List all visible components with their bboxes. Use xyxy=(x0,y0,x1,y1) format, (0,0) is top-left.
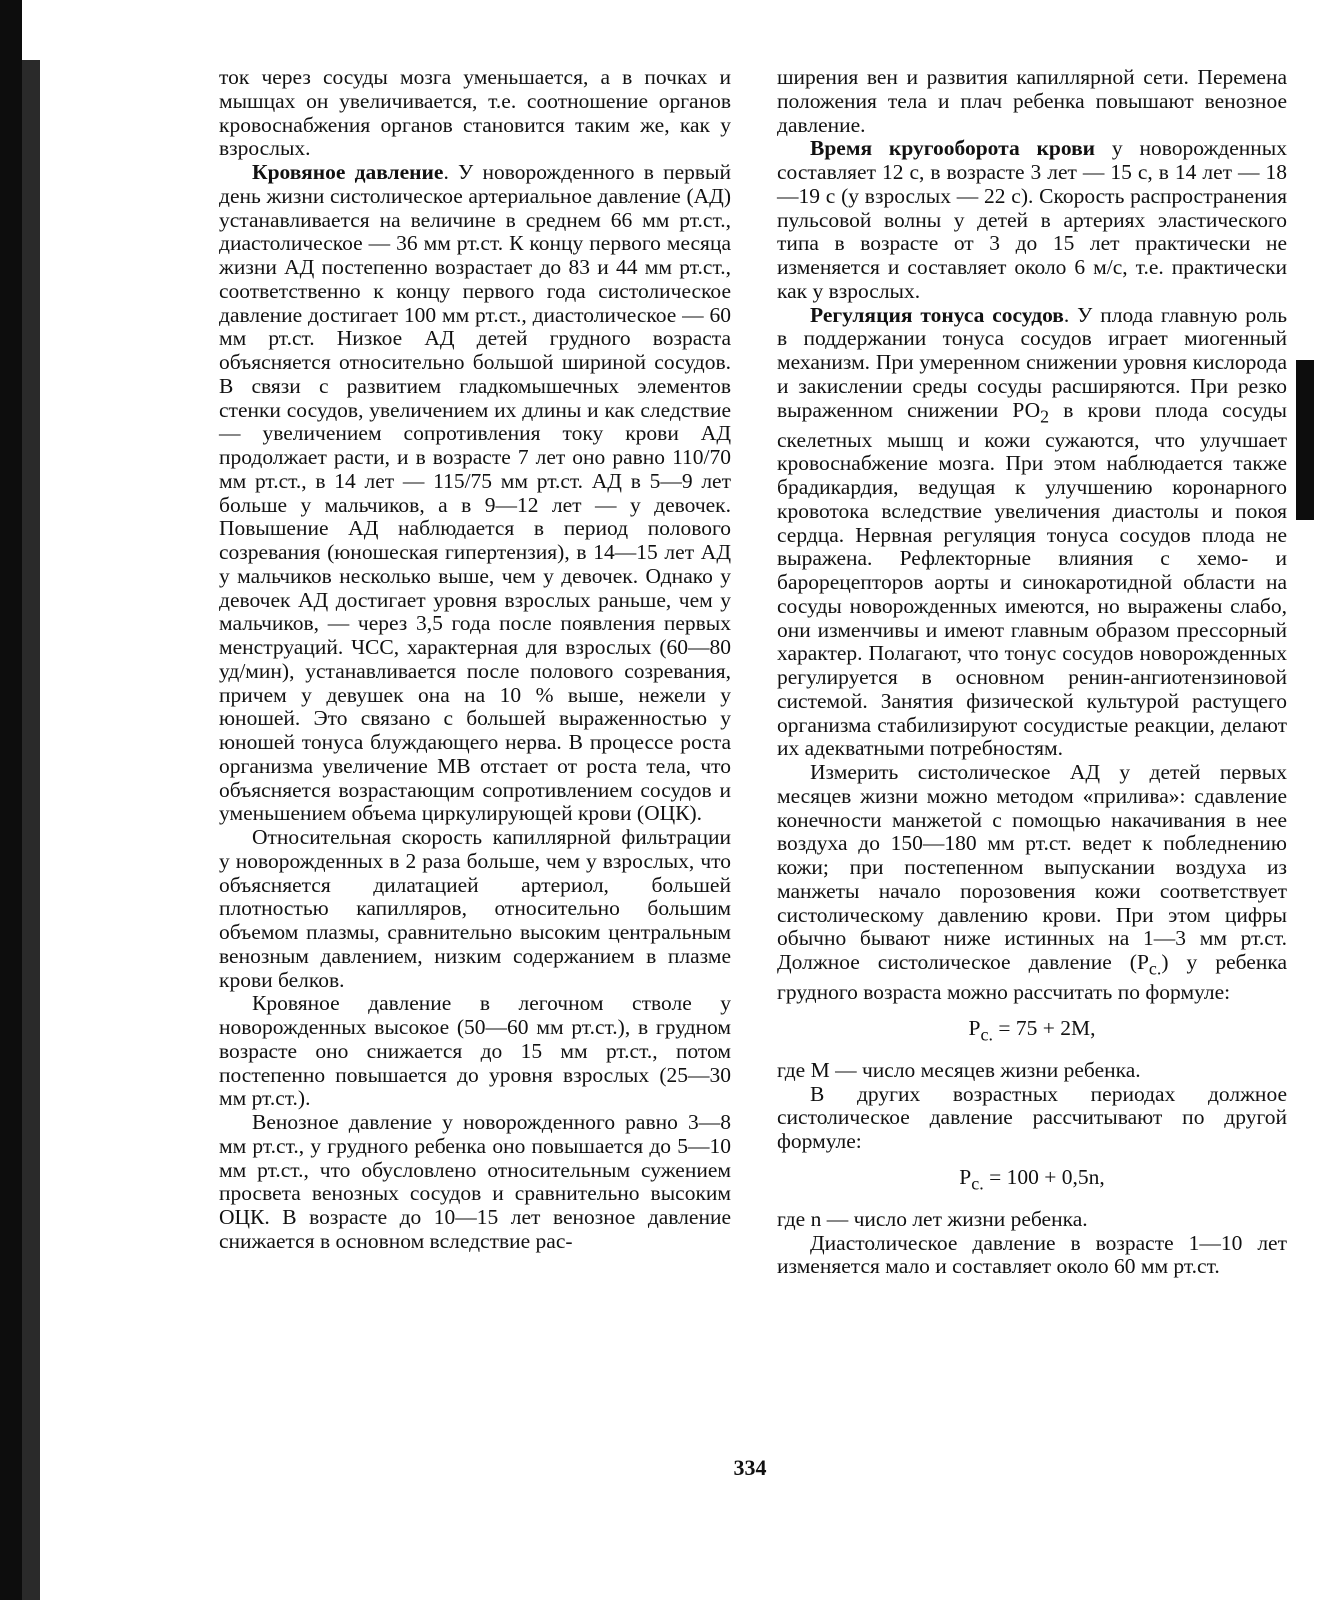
left-paragraph-2-body: . У новорожденного в первый день жизни систолическое артериальное давление (АД) устанавливается на величине в среднем 66 мм рт.ст., диастолическое — 36 мм рт.ст. К концу первого месяца жизни АД постепенно возрастает до 83 и 44 мм рт.ст., соответственно к концу первого года систолическое давление достигает 100 мм рт.ст., диастолическое — 60 мм рт.ст. Низкое АД детей грудного возраста объясняется относительно большой шириной сосудов. В связи с развитием гладкомышечных элементов стенки сосудов, увеличением их длины и как следствие — увеличением сопротивления току крови АД продолжает расти, и в возрасте 7 лет оно равно 110/70 мм рт.ст., в 14 лет — 115/75 мм рт.ст. АД в 5—9 лет больше у мальчиков, а в 9—12 лет — у девочек. Повышение АД наблюдается в период полового созревания (юношеская гипертензия), в 14—15 лет АД у мальчиков несколько выше, чем у девочек. Однако у девочек АД достигает уровня взрослых раньше, чем у мальчиков, — через 3,5 года после появления первых менструаций. ЧСС, характерная для взрослых (60—80 уд/мин), устанавливается после полового созревания, причем у девушек она на 10 % выше, нежели у юношей. Это связано с большей выраженностью у юношей тонуса блуждающего нерва. В процессе роста организма увеличение МВ отстает от роста тела, что объясняется возрастающим сопротивлением сосудов и уменьшением объема циркулирующей крови (ОЦК). xyxy=(219,160,731,826)
scan-edge-left-inner xyxy=(22,60,40,1600)
right-paragraph-vascular-tone xyxy=(777,304,1287,762)
formula-1-symbol: Р xyxy=(968,1015,981,1040)
heading-blood-pressure: Кровяное давление xyxy=(252,160,444,184)
right-paragraph-4-a: Измерить систолическое АД у детей первых месяцев жизни можно методом «прилива»: сдавление конечности манжетой с помощью накачивания в нее воздуха до 150—180 мм рт.ст. ведет к побледнению кожи; при постепенном выпускании воздуха из манжеты начало порозовения кожи соответствует систолическому давлению крови. При этом цифры обычно бывают ниже истинных на 1—3 мм рт.ст. Должное систолическое давление (Р xyxy=(777,760,1287,975)
right-paragraph-6: В других возрастных периодах должное систолическое давление рассчитывают по другой формуле: xyxy=(777,1081,1287,1154)
right-paragraph-1: ширения вен и развития капиллярной сети. Перемена положения тела и плач ребенка повышают венозное давление. xyxy=(777,65,1287,137)
scan-edge-left xyxy=(0,0,22,1600)
pc-subscript: с. xyxy=(1148,958,1162,979)
right-paragraph-4-b: ) у ребенка грудного возраста можно рассчитать по формуле: xyxy=(777,950,1287,1005)
formula-2-subscript: с. xyxy=(971,1173,984,1194)
page-number: 334 xyxy=(733,1455,767,1480)
left-paragraph-1: ток через сосуды мозга уменьшается, а в почках и мышцах он увеличивается, т.е. соотношение органов кровоснабжения органов становится таким же, как у взрослых. xyxy=(219,65,731,161)
right-column xyxy=(777,66,1287,1279)
scan-mark-right xyxy=(1296,360,1314,520)
po2-subscript: 2 xyxy=(1040,405,1050,426)
right-paragraph-4 xyxy=(777,761,1287,1005)
right-paragraph-2-body: у новорожденных составляет 12 с, в возрасте 3 лет — 15 с, в 14 лет — 18—19 с (у взрослых — 22 с). Скорость распространения пульсовой волны у детей в артериях эластического типа в возрасте от 3 до 15 лет практически не изменяется и составляет около 6 м/с, т.е. практически как у взрослых. xyxy=(777,136,1287,303)
left-column xyxy=(219,66,731,1254)
formula-2-expression: = 100 + 0,5n, xyxy=(983,1164,1105,1189)
formula-1-subscript: с. xyxy=(980,1024,993,1045)
formula-2-symbol: Р xyxy=(959,1164,972,1189)
right-paragraph-3-body-a: . У плода главную роль в поддержании тонуса сосудов играет миогенный механизм. При умеренном снижении уровня кислорода и закислении среды сосуды расширяются. При резко выраженном снижении РО xyxy=(777,302,1287,422)
right-paragraph-circulation-time xyxy=(777,137,1287,303)
left-paragraph-5: Венозное давление у новорожденного равно 3—8 мм рт.ст., у грудного ребенка оно повышается до 5—10 мм рт.ст., что обусловлено относительным сужением просвета венозных сосудов и сравнительно высоким ОЦК. В возрасте до 10—15 лет венозное давление снижается в основном вследствие рас- xyxy=(219,1110,731,1253)
right-paragraph-3-body-b: в крови плода сосуды скелетных мышц и кожи сужаются, что улучшает кровоснабжение мозга. При этом наблюдается также брадикардия, ведущая к улучшению коронарного кровотока вследствие увеличения диастолы и покоя сердца. Нервная регуляция тонуса сосудов плода не выражена. Рефлекторные влияния с хемо- и барорецепторов аорты и синокаротидной области на сосуды новорожденных имеются, но выражены слабо, они изменчивы и имеют главным образом прессорный характер. Полагают, что тонус сосудов новорожденных регулируется в основном ренин-ангиотензиновой системой. Занятия физической культурой растущего организма стабилизируют сосудистые реакции, делают их адекватными потребностям. xyxy=(777,397,1287,761)
heading-vascular-tone: Регуляция тонуса сосудов xyxy=(810,302,1064,327)
formula-1-expression: = 75 + 2М, xyxy=(992,1015,1096,1040)
right-paragraph-5: где М — число месяцев жизни ребенка. xyxy=(777,1057,1141,1082)
left-paragraph-4: Кровяное давление в легочном стволе у новорожденных высокое (50—60 мм рт.ст.), в грудном возрасте оно снижается до 15 мм рт.ст., потом постепенно повышается до уровня взрослых (25—30 мм рт.ст.). xyxy=(219,991,731,1111)
right-paragraph-7: где n — число лет жизни ребенка. xyxy=(777,1206,1088,1231)
formula-older xyxy=(777,1166,1287,1196)
left-paragraph-3: Относительная скорость капиллярной фильтрации у новорожденных в 2 раза больше, чем у взрослых, что объясняется дилатацией артериол, большей плотностью капилляров, относительно большим объемом плазмы, сравнительно высоким центральным венозным давлением, низким содержанием в плазме крови белков. xyxy=(219,825,731,992)
left-paragraph-blood-pressure xyxy=(219,161,731,826)
formula-infant xyxy=(777,1017,1287,1047)
heading-circulation-time: Время кругооборота крови xyxy=(810,136,1096,161)
right-paragraph-8: Диастолическое давление в возрасте 1—10 лет изменяется мало и составляет около 60 мм рт.ст. xyxy=(777,1230,1287,1279)
